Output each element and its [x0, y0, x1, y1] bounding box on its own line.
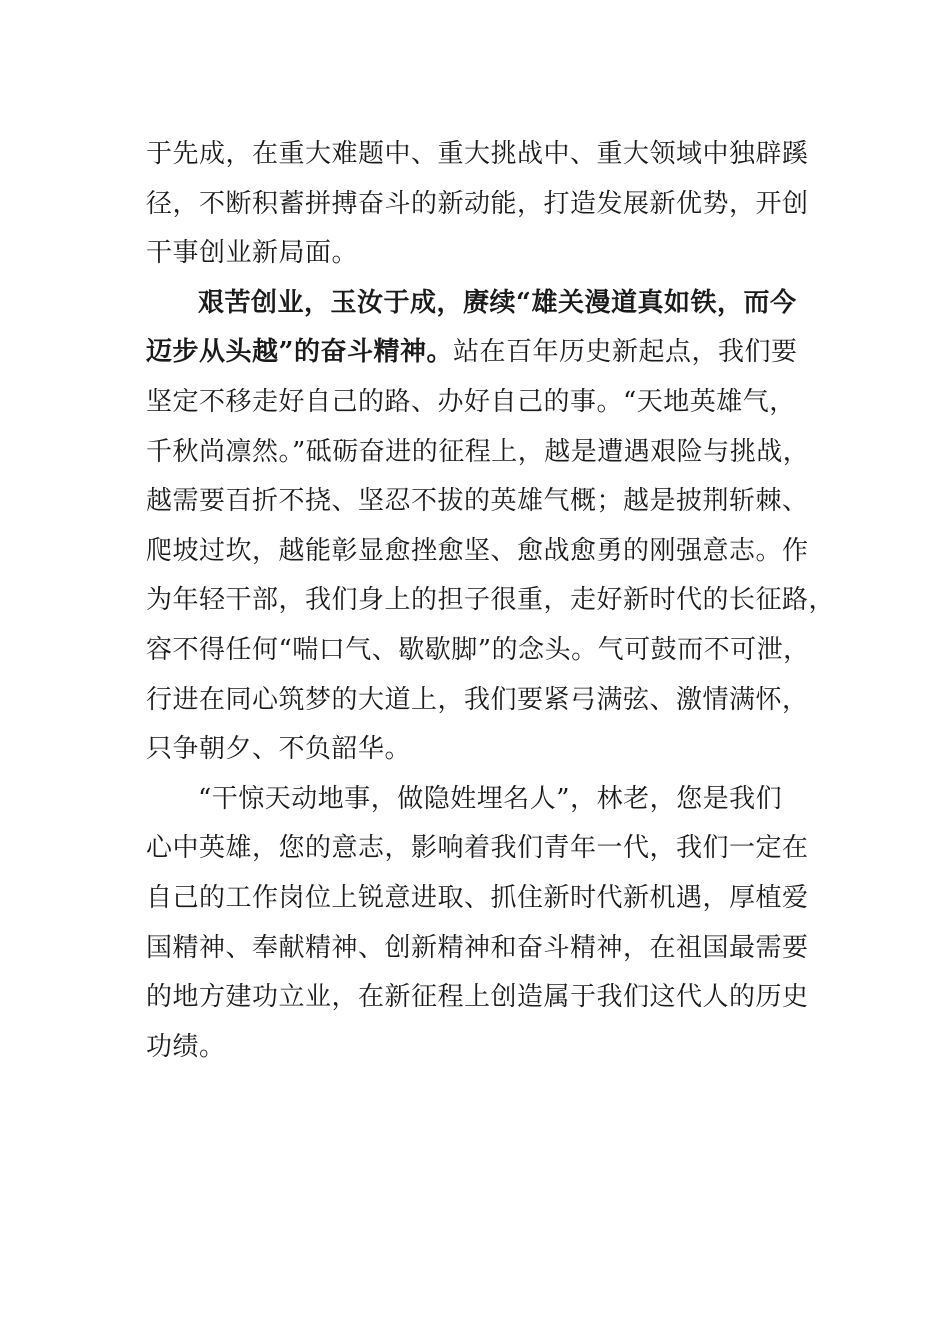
paragraph-2-line-9: 行进在同心筑梦的大道上，我们要紧弓满弦、激情满怀， [146, 684, 809, 715]
paragraph-2-line-3: 坚定不移走好自己的路、办好自己的事。“天地英雄气， [146, 386, 796, 417]
paragraph-2-line-2-rest: 站在百年历史新起点，我们要 [452, 337, 798, 368]
paragraph-2-line-2 [146, 328, 806, 378]
paragraph-3-line-5: 的地方建功立业，在新征程上创造属于我们这代人的历史 [146, 982, 809, 1013]
paragraph-2-line-5: 越需要百折不挠、坚忍不拔的英雄气概；越是披荆斩棘、 [146, 486, 809, 517]
paragraph-1 [146, 130, 809, 279]
paragraph-3-line-4: 国精神、奉献精神、创新精神和奋斗精神，在祖国最需要 [146, 932, 809, 963]
paragraph-2-heading-line-1: 艰苦创业，玉汝于成，赓续“雄关漫道真如铁，而今 [198, 287, 797, 318]
paragraph-3-line-1: “干惊天动地事，做隐姓埋名人”，林老，您是我们 [198, 783, 783, 814]
paragraph-3 [146, 775, 809, 1073]
paragraph-1-line-3: 干事创业新局面。 [146, 238, 359, 269]
paragraph-3-line-3: 自己的工作岗位上锐意进取、抓住新时代新机遇，厚植爱 [146, 882, 809, 913]
paragraph-2 [146, 279, 836, 775]
paragraph-2-line-6: 爬坡过坎，越能彰显愈挫愈坚、愈战愈勇的刚强意志。作 [146, 535, 809, 566]
paragraph-2-heading-line-2: 迈步从头越”的奋斗精神。 [146, 337, 453, 368]
paragraph-3-line-2: 心中英雄，您的意志，影响着我们青年一代，我们一定在 [146, 833, 809, 864]
paragraph-2-line-4: 千秋尚凛然。”砥砺奋进的征程上，越是遭遇艰险与挑战， [146, 436, 810, 467]
paragraph-3-line-6: 功绩。 [146, 1031, 226, 1062]
paragraph-1-line-1: 于先成，在重大难题中、重大挑战中、重大领域中独辟蹊 [146, 139, 809, 169]
paragraph-2-line-7: 为年轻干部，我们身上的担子很重，走好新时代的长征路， [146, 585, 836, 616]
paragraph-2-line-8: 容不得任何“喘口气、歇歇脚”的念头。气可鼓而不可泄， [146, 634, 810, 665]
paragraph-1-line-2: 径，不断积蓄拼搏奋斗的新动能，打造发展新优势，开创 [146, 188, 809, 219]
paragraph-2-line-10: 只争朝夕、不负韶华。 [146, 734, 412, 765]
document-body [146, 130, 836, 1072]
